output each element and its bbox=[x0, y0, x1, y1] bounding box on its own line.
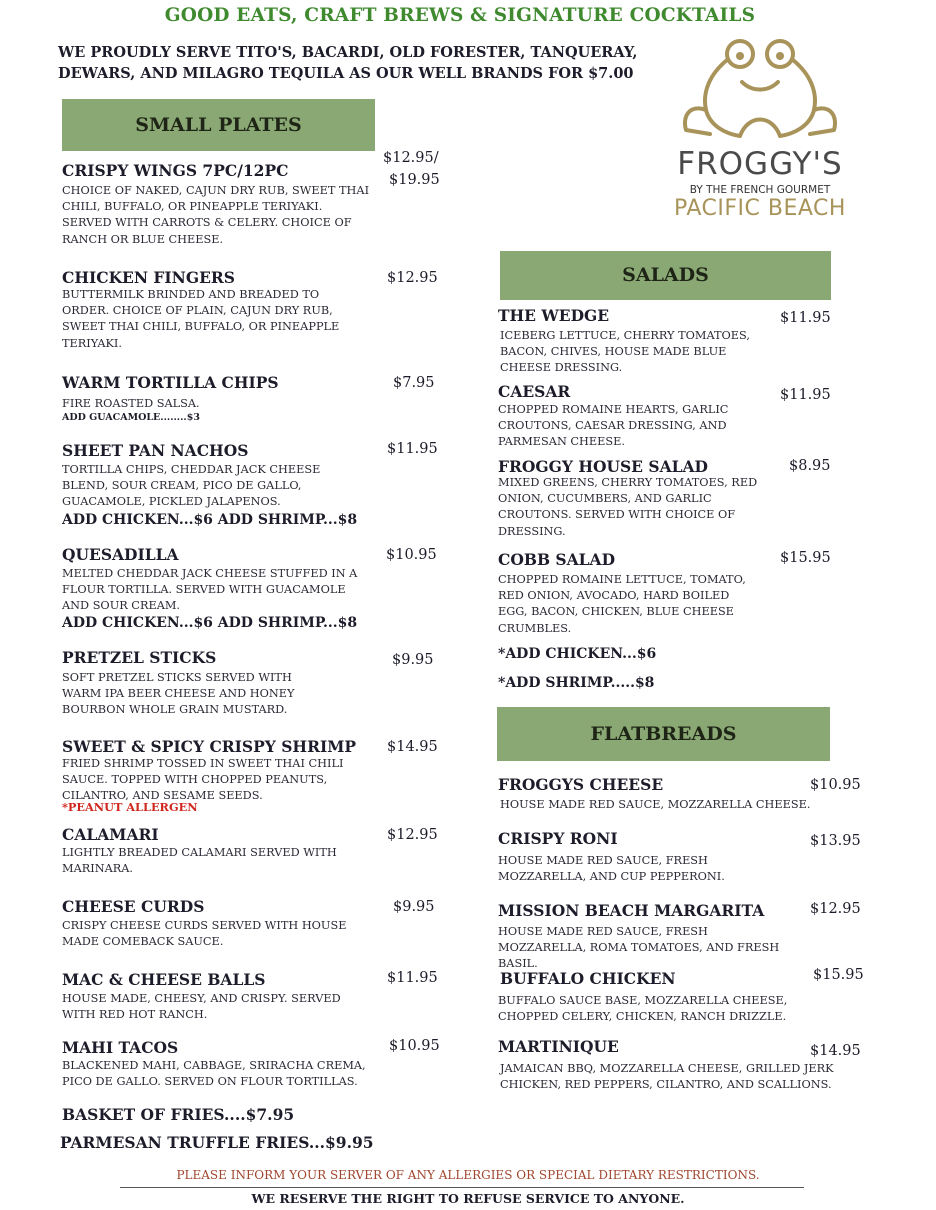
menu-item-price: $12.95 bbox=[387, 270, 438, 286]
logo-location: PACIFIC BEACH bbox=[674, 196, 846, 221]
menu-item-price: $11.95 bbox=[780, 387, 831, 403]
menu-item-name: CALAMARI bbox=[62, 825, 159, 844]
menu-item-description: CHOICE OF NAKED, CAJUN DRY RUB, SWEET THAI CHILI, BUFFALO, OR PINEAPPLE TERIYAKI. SERVED WITH CARROTS & CELERY. CHOICE OF RANCH OR BLUE CHEESE. bbox=[62, 184, 370, 246]
frog-icon bbox=[680, 34, 840, 142]
menu-item-price: $11.95 bbox=[387, 441, 438, 457]
menu-item-name: BUFFALO CHICKEN bbox=[500, 969, 676, 988]
well-brands-line-2: DEWARS, AND MILAGRO TEQUILA AS OUR WELL BRANDS FOR $7.00 bbox=[58, 65, 634, 82]
menu-item-name: WARM TORTILLA CHIPS bbox=[62, 373, 279, 392]
salad-addon-shrimp: *ADD SHRIMP.....$8 bbox=[498, 675, 655, 691]
flatbreads-heading: FLATBREADS bbox=[497, 707, 830, 761]
menu-item-price: $10.95 bbox=[386, 547, 437, 563]
allergy-notice: PLEASE INFORM YOUR SERVER OF ANY ALLERGIES OR SPECIAL DIETARY RESTRICTIONS. bbox=[176, 1168, 760, 1182]
peanut-allergen-warning: *PEANUT ALLERGEN bbox=[62, 800, 198, 814]
menu-item-description: FRIED SHRIMP TOSSED IN SWEET THAI CHILI SAUCE. TOPPED WITH CHOPPED PEANUTS, CILANTRO, AND SESAME SEEDS. bbox=[62, 757, 344, 803]
well-brands-notice bbox=[58, 42, 658, 84]
menu-item-name: SWEET & SPICY CRISPY SHRIMP bbox=[62, 737, 357, 756]
menu-item-price: $11.95 bbox=[780, 310, 831, 326]
menu-item-description: CHOPPED ROMAINE LETTUCE, TOMATO, RED ONION, AVOCADO, HARD BOILED EGG, BACON, CHICKEN, BLUE CHEESE CRUMBLES. bbox=[498, 573, 746, 635]
logo-subtitle: BY THE FRENCH GOURMET bbox=[689, 184, 831, 196]
menu-item-addon: ADD GUACAMOLE........$3 bbox=[62, 412, 200, 423]
menu-item-name: MAHI TACOS bbox=[62, 1038, 179, 1057]
menu-item-price: $12.95 bbox=[387, 827, 438, 843]
menu-item-price: $10.95 bbox=[389, 1038, 440, 1054]
menu-item-description: BLACKENED MAHI, CABBAGE, SRIRACHA CREMA, PICO DE GALLO. SERVED ON FLOUR TORTILLAS. bbox=[62, 1059, 366, 1089]
menu-item-name: CHICKEN FINGERS bbox=[62, 268, 235, 287]
small-plates-heading: SMALL PLATES bbox=[62, 99, 375, 151]
menu-item-description: CHOPPED ROMAINE HEARTS, GARLIC CROUTONS, CAESAR DRESSING, AND PARMESAN CHEESE. bbox=[498, 403, 729, 449]
parmesan-truffle-fries: PARMESAN TRUFFLE FRIES...$9.95 bbox=[60, 1133, 374, 1152]
menu-item-name: SHEET PAN NACHOS bbox=[62, 441, 249, 460]
menu-item-price: $10.95 bbox=[810, 777, 861, 793]
menu-item-description: HOUSE MADE RED SAUCE, FRESH MOZZARELLA, ROMA TOMATOES, AND FRESH BASIL. bbox=[498, 925, 780, 971]
menu-item-description: MIXED GREENS, CHERRY TOMATOES, RED ONION, CUCUMBERS, AND GARLIC CROUTONS. SERVED WITH CHOICE OF DRESSING. bbox=[498, 476, 758, 538]
menu-item-addon: ADD CHICKEN...$6 ADD SHRIMP...$8 bbox=[62, 615, 358, 631]
menu-item-name: CHEESE CURDS bbox=[62, 897, 205, 916]
menu-item-name: CRISPY WINGS 7PC/12PC bbox=[62, 161, 289, 180]
menu-item-price: $7.95 bbox=[393, 375, 435, 391]
menu-item-price: $14.95 bbox=[387, 739, 438, 755]
refuse-service-notice: WE RESERVE THE RIGHT TO REFUSE SERVICE TO ANYONE. bbox=[251, 1191, 685, 1206]
menu-item-price: $14.95 bbox=[810, 1043, 861, 1059]
menu-item-price: $11.95 bbox=[387, 970, 438, 986]
menu-item-name: THE WEDGE bbox=[498, 306, 610, 325]
menu-item-description: JAMAICAN BBQ, MOZZARELLA CHEESE, GRILLED JERK CHICKEN, RED PEPPERS, CILANTRO, AND SCALLIONS. bbox=[500, 1062, 834, 1092]
restaurant-logo bbox=[640, 34, 880, 224]
menu-item-price: $9.95 bbox=[393, 899, 435, 915]
menu-item-description: HOUSE MADE, CHEESY, AND CRISPY. SERVED WITH RED HOT RANCH. bbox=[62, 992, 341, 1022]
well-brands-line-1: WE PROUDLY SERVE TITO'S, BACARDI, OLD FORESTER, TANQUERAY, bbox=[58, 44, 638, 61]
menu-item-name: QUESADILLA bbox=[62, 545, 179, 564]
menu-item-price: $15.95 bbox=[780, 550, 831, 566]
menu-item-description: MELTED CHEDDAR JACK CHEESE STUFFED IN A FLOUR TORTILLA. SERVED WITH GUACAMOLE AND SOUR CREAM. bbox=[62, 567, 358, 613]
menu-item-description: BUTTERMILK BRINDED AND BREADED TO ORDER. CHOICE OF PLAIN, CAJUN DRY RUB, SWEET THAI CHILI, BUFFALO, OR PINEAPPLE TERIYAKI. bbox=[62, 288, 340, 350]
menu-item-price: $9.95 bbox=[392, 652, 434, 668]
menu-item-description: HOUSE MADE RED SAUCE, FRESH MOZZARELLA, AND CUP PEPPERONI. bbox=[498, 854, 725, 884]
menu-item-name: MISSION BEACH MARGARITA bbox=[498, 901, 765, 920]
menu-item-description: SOFT PRETZEL STICKS SERVED WITH WARM IPA BEER CHEESE AND HONEY BOURBON WHOLE GRAIN MUSTARD. bbox=[62, 671, 295, 717]
menu-item-addon: ADD CHICKEN...$6 ADD SHRIMP...$8 bbox=[62, 512, 358, 528]
salads-heading: SALADS bbox=[500, 251, 831, 300]
menu-item-name: MARTINIQUE bbox=[498, 1037, 619, 1056]
menu-item-description: HOUSE MADE RED SAUCE, MOZZARELLA CHEESE. bbox=[500, 798, 811, 811]
menu-item-name: FROGGYS CHEESE bbox=[498, 775, 664, 794]
tagline: GOOD EATS, CRAFT BREWS & SIGNATURE COCKTAILS bbox=[164, 5, 756, 26]
salad-addon-chicken: *ADD CHICKEN...$6 bbox=[498, 646, 657, 662]
logo-name: FROGGY'S bbox=[677, 146, 843, 182]
menu-item-description: LIGHTLY BREADED CALAMARI SERVED WITH MARINARA. bbox=[62, 846, 337, 876]
menu-item-description: FIRE ROASTED SALSA. bbox=[62, 397, 200, 410]
menu-item-price-large: $19.95 bbox=[389, 172, 440, 188]
menu-item-description: ICEBERG LETTUCE, CHERRY TOMATOES, BACON, CHIVES, HOUSE MADE BLUE CHEESE DRESSING. bbox=[500, 329, 750, 375]
menu-item-name: PRETZEL STICKS bbox=[62, 648, 217, 667]
menu-item-name: CRISPY RONI bbox=[498, 829, 618, 848]
menu-item-description: CRISPY CHEESE CURDS SERVED WITH HOUSE MADE COMEBACK SAUCE. bbox=[62, 919, 347, 949]
menu-item-name: FROGGY HOUSE SALAD bbox=[498, 457, 708, 476]
menu-item-price: $15.95 bbox=[813, 967, 864, 983]
menu-item-description: BUFFALO SAUCE BASE, MOZZARELLA CHEESE, CHOPPED CELERY, CHICKEN, RANCH DRIZZLE. bbox=[498, 994, 788, 1024]
menu-item-price: $8.95 bbox=[789, 458, 831, 474]
footer-divider bbox=[120, 1187, 804, 1188]
basket-of-fries: BASKET OF FRIES....$7.95 bbox=[62, 1105, 295, 1124]
menu-item-name: CAESAR bbox=[498, 382, 571, 401]
menu-item-price: $12.95/ bbox=[383, 150, 439, 166]
menu-item-price: $13.95 bbox=[810, 833, 861, 849]
menu-item-name: MAC & CHEESE BALLS bbox=[62, 970, 266, 989]
menu-item-description: TORTILLA CHIPS, CHEDDAR JACK CHEESE BLEND, SOUR CREAM, PICO DE GALLO, GUACAMOLE, PICKLED JALAPENOS. bbox=[62, 463, 321, 509]
menu-item-price: $12.95 bbox=[810, 901, 861, 917]
menu-item-name: COBB SALAD bbox=[498, 550, 616, 569]
